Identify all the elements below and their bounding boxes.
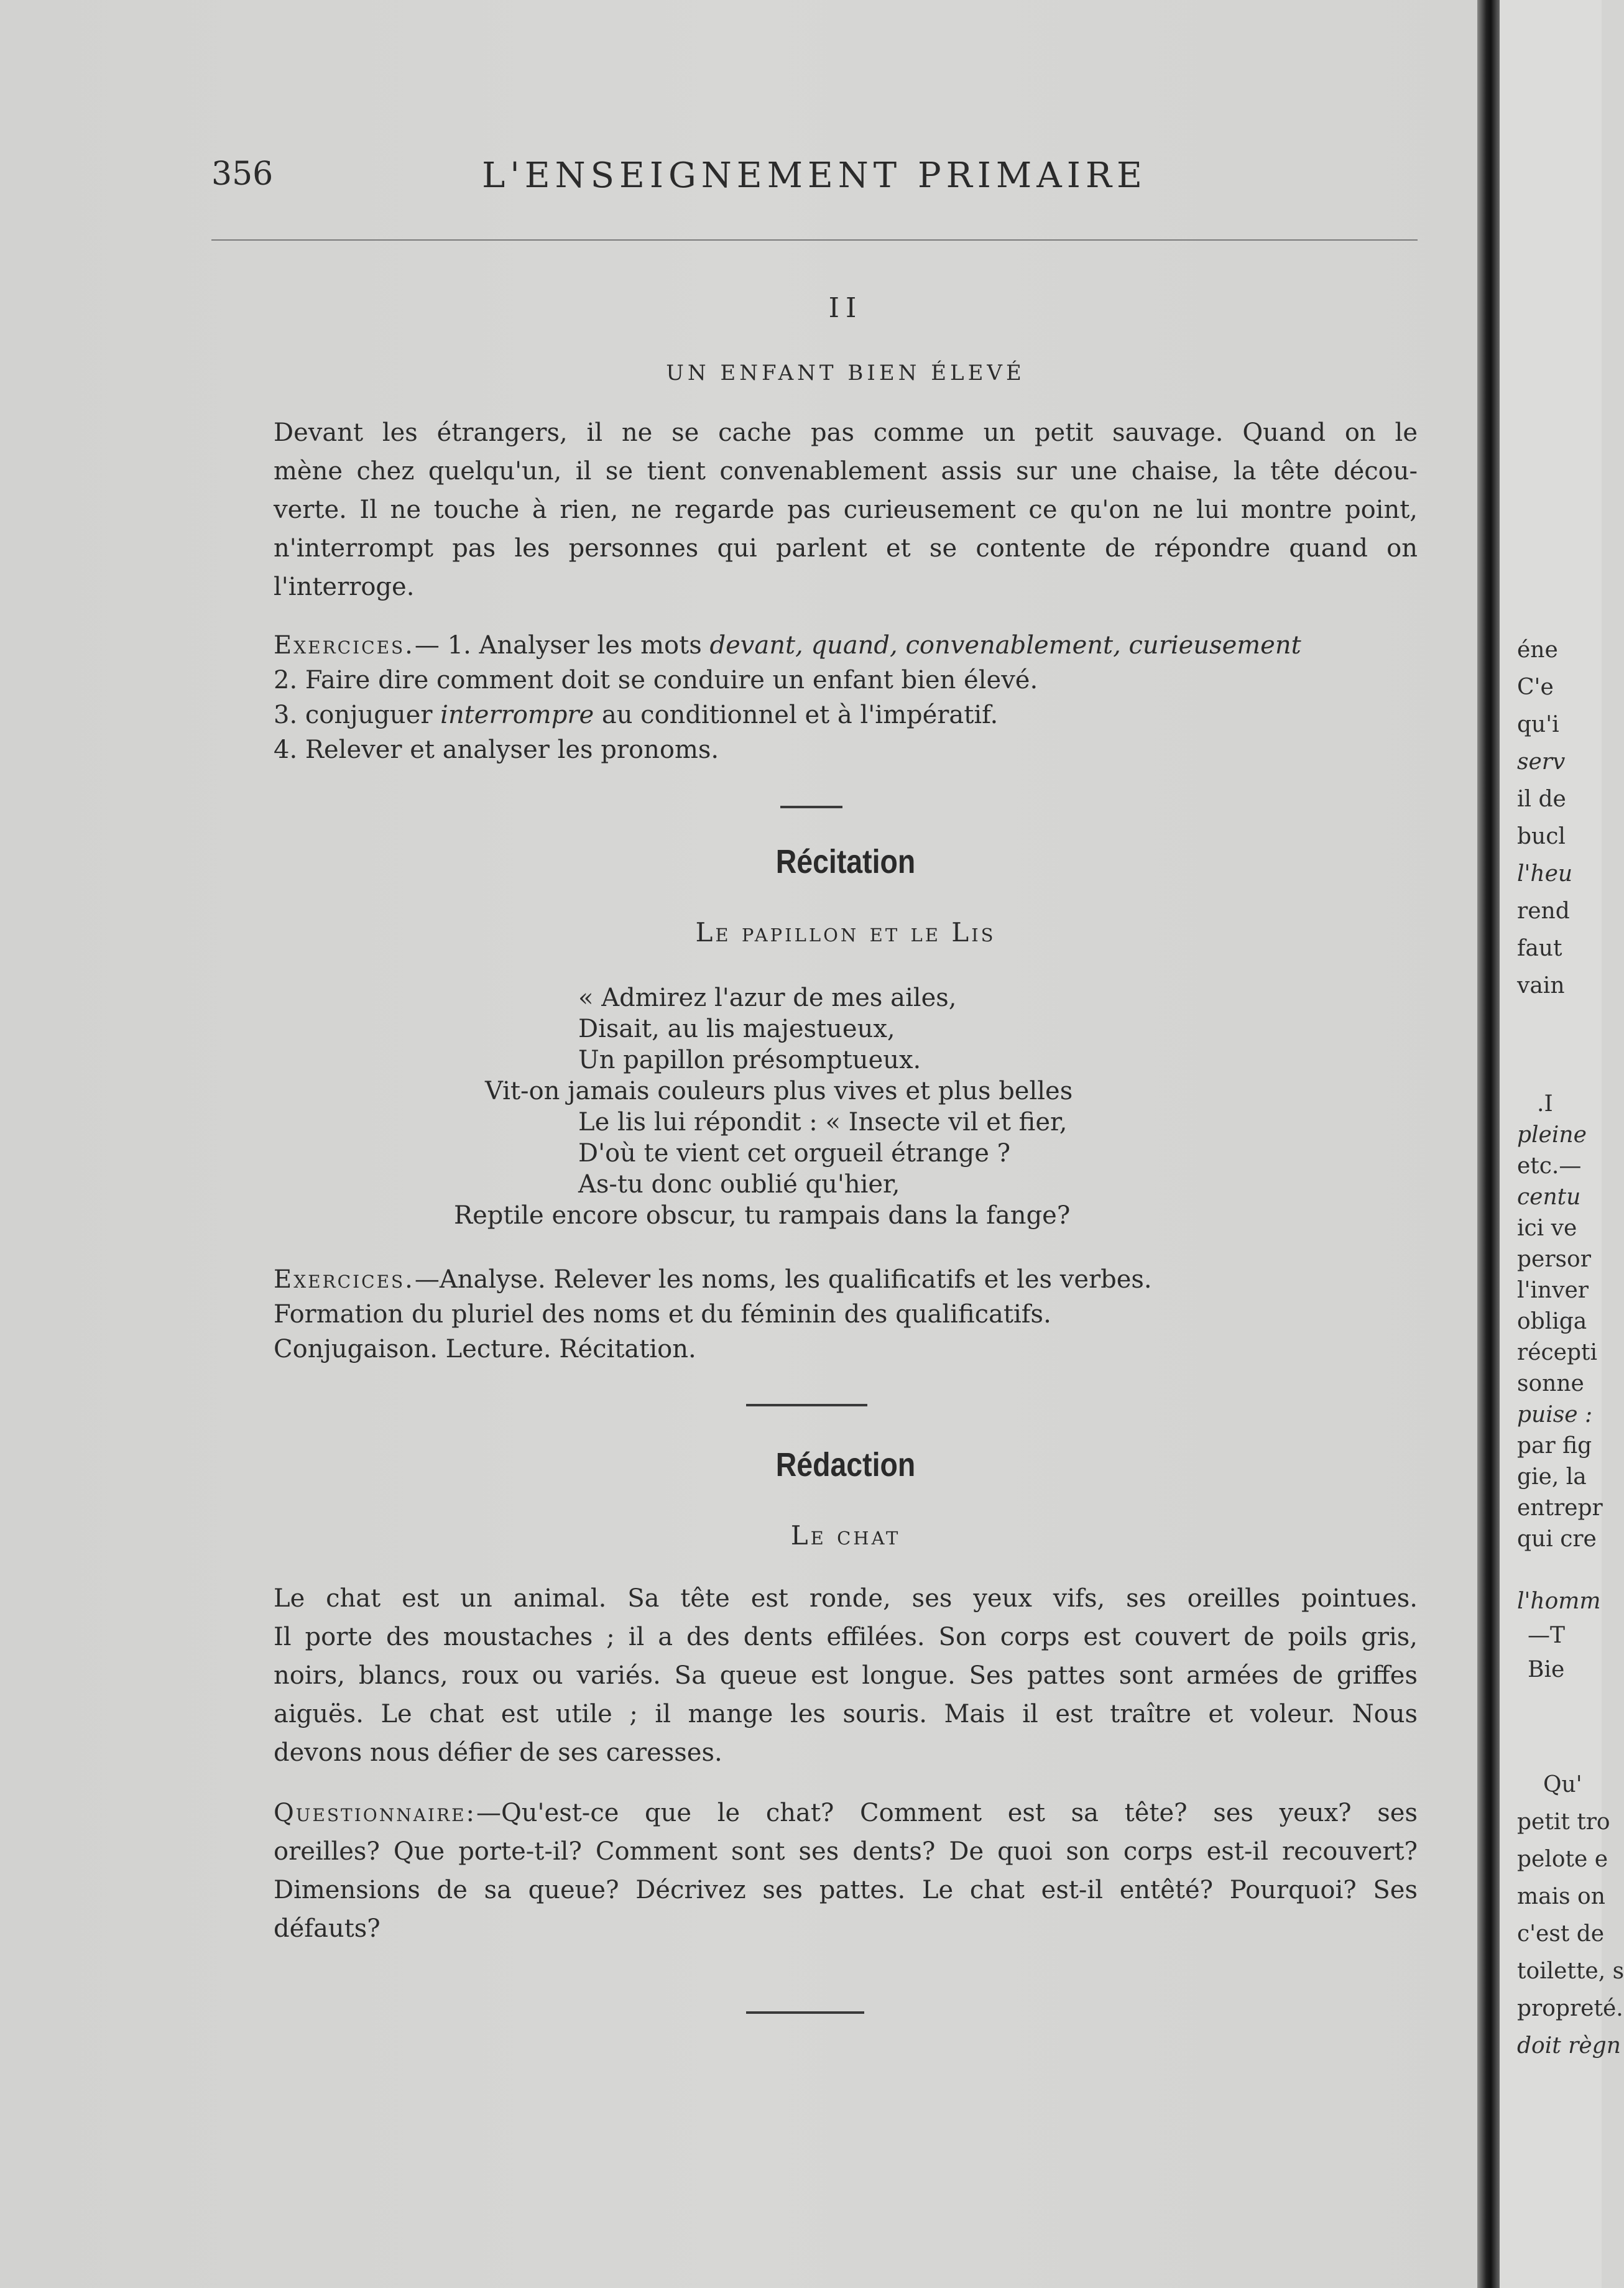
facing-fragment: éne <box>1517 637 1558 663</box>
facing-fragment: l'inver <box>1517 1278 1589 1303</box>
paragraph-line: verte. Il ne touche à rien, ne regarde pas curieusement ce qu'on ne lui montre point, <box>274 496 1418 524</box>
facing-fragment: pelote e <box>1517 1847 1608 1872</box>
facing-fragment: petit tro <box>1517 1809 1610 1835</box>
header-rule <box>211 239 1418 241</box>
facing-fragment: l'heu <box>1517 861 1573 887</box>
facing-fragment: l'homm <box>1517 1589 1601 1614</box>
poem-line: « Admirez l'azur de mes ailes, <box>578 984 957 1012</box>
facing-fragment: —T <box>1528 1623 1566 1648</box>
questionnaire-line: Dimensions de sa queue? Décrivez ses pattes. Le chat est-il entêté? Pourquoi? Ses <box>274 1876 1418 1904</box>
poem <box>448 982 1256 1231</box>
questionnaire <box>274 1794 1418 1948</box>
redaction-heading: Rédaction <box>775 1446 916 1483</box>
section-numeral: II <box>828 292 863 324</box>
facing-fragment: serv <box>1517 749 1566 775</box>
paragraph-line: aiguës. Le chat est utile ; il mange les souris. Mais il est traître et voleur. Nous <box>274 1700 1418 1728</box>
running-header <box>211 155 1418 205</box>
poem-line: Le lis lui répondit : « Insecte vil et fier, <box>578 1108 1068 1137</box>
separator-dash <box>746 1404 867 1406</box>
facing-fragment: par fig <box>1517 1433 1592 1459</box>
exercise-line <box>274 1262 1418 1297</box>
exercise-item-3 <box>274 698 1418 732</box>
exercises-label: Exercices. <box>274 1265 415 1294</box>
questionnaire-line: défauts? <box>274 1914 381 1943</box>
exercises-label: Exercices. <box>274 631 415 660</box>
redaction-title: Le chat <box>790 1520 901 1551</box>
exercise-text: —Analyse. Relever les noms, les qualificatifs et les verbes. <box>414 1265 1152 1294</box>
facing-fragment: pleine <box>1517 1122 1587 1148</box>
facing-fragment: il de <box>1517 786 1566 812</box>
facing-fragment: obliga <box>1517 1309 1587 1334</box>
poem-line: Un papillon présomptueux. <box>578 1046 921 1074</box>
exercise-text: 3. conjuguer <box>274 701 441 729</box>
facing-fragment: gie, la <box>1517 1464 1587 1490</box>
running-title: L'ENSEIGNEMENT PRIMAIRE <box>482 155 1147 196</box>
questionnaire-line <box>274 1794 1418 1832</box>
facing-fragment: etc.— <box>1517 1153 1582 1179</box>
recitation-heading: Récitation <box>775 843 916 880</box>
section-title: UN ENFANT BIEN ÉLEVÉ <box>666 361 1025 385</box>
separator-dash <box>780 806 842 808</box>
paragraph-line: Il porte des moustaches ; il a des dents effilées. Son corps est couvert de poils gris, <box>274 1623 1418 1651</box>
poem-title: Le papillon et le Lis <box>695 917 996 948</box>
facing-fragment: qui cre <box>1517 1526 1597 1552</box>
facing-fragment: faut <box>1517 936 1562 961</box>
facing-fragment: Qu' <box>1543 1772 1582 1797</box>
facing-fragment: centu <box>1517 1184 1581 1210</box>
questionnaire-line: oreilles? Que porte-t-il? Comment sont ses dents? De quoi son corps est-il recouvert? <box>274 1837 1418 1866</box>
facing-fragment: qu'i <box>1517 712 1559 737</box>
paragraph-line: mène chez quelqu'un, il se tient convenablement assis sur une chaise, la tête décou- <box>274 457 1418 486</box>
paragraph-line: Devant les étrangers, il ne se cache pas comme un petit sauvage. Quand on le <box>274 418 1418 447</box>
separator-dash <box>746 2011 864 2014</box>
facing-fragment: entrepr <box>1517 1495 1603 1521</box>
paragraph-line: n'interrompt pas les personnes qui parlent et se contente de répondre quand on <box>274 534 1418 563</box>
facing-fragment: ici ve <box>1517 1216 1577 1241</box>
facing-fragment: vain <box>1517 973 1565 999</box>
section-ii-exercises <box>274 628 1418 767</box>
facing-fragment: puise : <box>1517 1402 1593 1428</box>
poem-line: Reptile encore obscur, tu rampais dans la fange? <box>454 1201 1071 1230</box>
facing-fragment: récepti <box>1517 1340 1598 1365</box>
facing-fragment: C'e <box>1517 675 1554 700</box>
paragraph-line: devons nous défier de ses caresses. <box>274 1738 722 1767</box>
paragraph-line: Le chat est un animal. Sa tête est ronde, ses yeux vifs, ses oreilles pointues. <box>274 1584 1418 1613</box>
paragraph-line: l'interroge. <box>274 573 415 601</box>
exercise-line: Formation du pluriel des noms et du féminin des qualificatifs. <box>274 1300 1051 1329</box>
facing-fragment: bucl <box>1517 824 1566 849</box>
poem-line: Disait, au lis majestueux, <box>578 1015 895 1043</box>
section-ii-paragraph <box>274 413 1418 606</box>
facing-fragment: mais on <box>1517 1884 1605 1909</box>
exercise-words: devant, quand, convenablement, curieusement <box>709 631 1301 660</box>
exercise-item-2: 2. Faire dire comment doit se conduire un enfant bien élevé. <box>274 666 1038 694</box>
exercise-word: interrompre <box>440 701 594 729</box>
facing-fragment: .I <box>1537 1091 1553 1117</box>
facing-fragment: doit règn <box>1517 2033 1621 2059</box>
facing-fragment: sonne <box>1517 1371 1584 1396</box>
exercise-text: — 1. Analyser les mots <box>414 631 710 660</box>
facing-page-edge <box>1500 0 1624 2288</box>
page-number: 356 <box>211 155 274 193</box>
facing-fragment: c'est de <box>1517 1921 1605 1947</box>
facing-fragment: toilette, s <box>1517 1958 1624 1984</box>
questionnaire-text: —Qu'est-ce que le chat? Comment est sa tête? ses yeux? ses <box>476 1799 1418 1827</box>
facing-fragment: persor <box>1517 1247 1591 1272</box>
recitation-exercises <box>274 1262 1418 1367</box>
paragraph-line: noirs, blancs, roux ou variés. Sa queue est longue. Ses pattes sont armées de griffes <box>274 1661 1418 1690</box>
facing-fragment: propreté. <box>1517 1996 1623 2021</box>
poem-line: D'où te vient cet orgueil étrange ? <box>578 1139 1011 1168</box>
poem-line: As-tu donc oublié qu'hier, <box>578 1170 900 1199</box>
exercise-text: au conditionnel et à l'impératif. <box>594 701 999 729</box>
facing-fragment: Bie <box>1528 1657 1565 1682</box>
questionnaire-label: Questionnaire: <box>274 1799 476 1827</box>
poem-line: Vit-on jamais couleurs plus vives et plus belles <box>485 1077 1073 1105</box>
redaction-paragraph <box>274 1579 1418 1772</box>
exercise-item-1 <box>274 628 1418 663</box>
facing-fragment: rend <box>1517 898 1570 924</box>
book-spine <box>1477 0 1500 2288</box>
exercise-line: Conjugaison. Lecture. Récitation. <box>274 1335 696 1363</box>
exercise-item-4: 4. Relever et analyser les pronoms. <box>274 736 719 764</box>
